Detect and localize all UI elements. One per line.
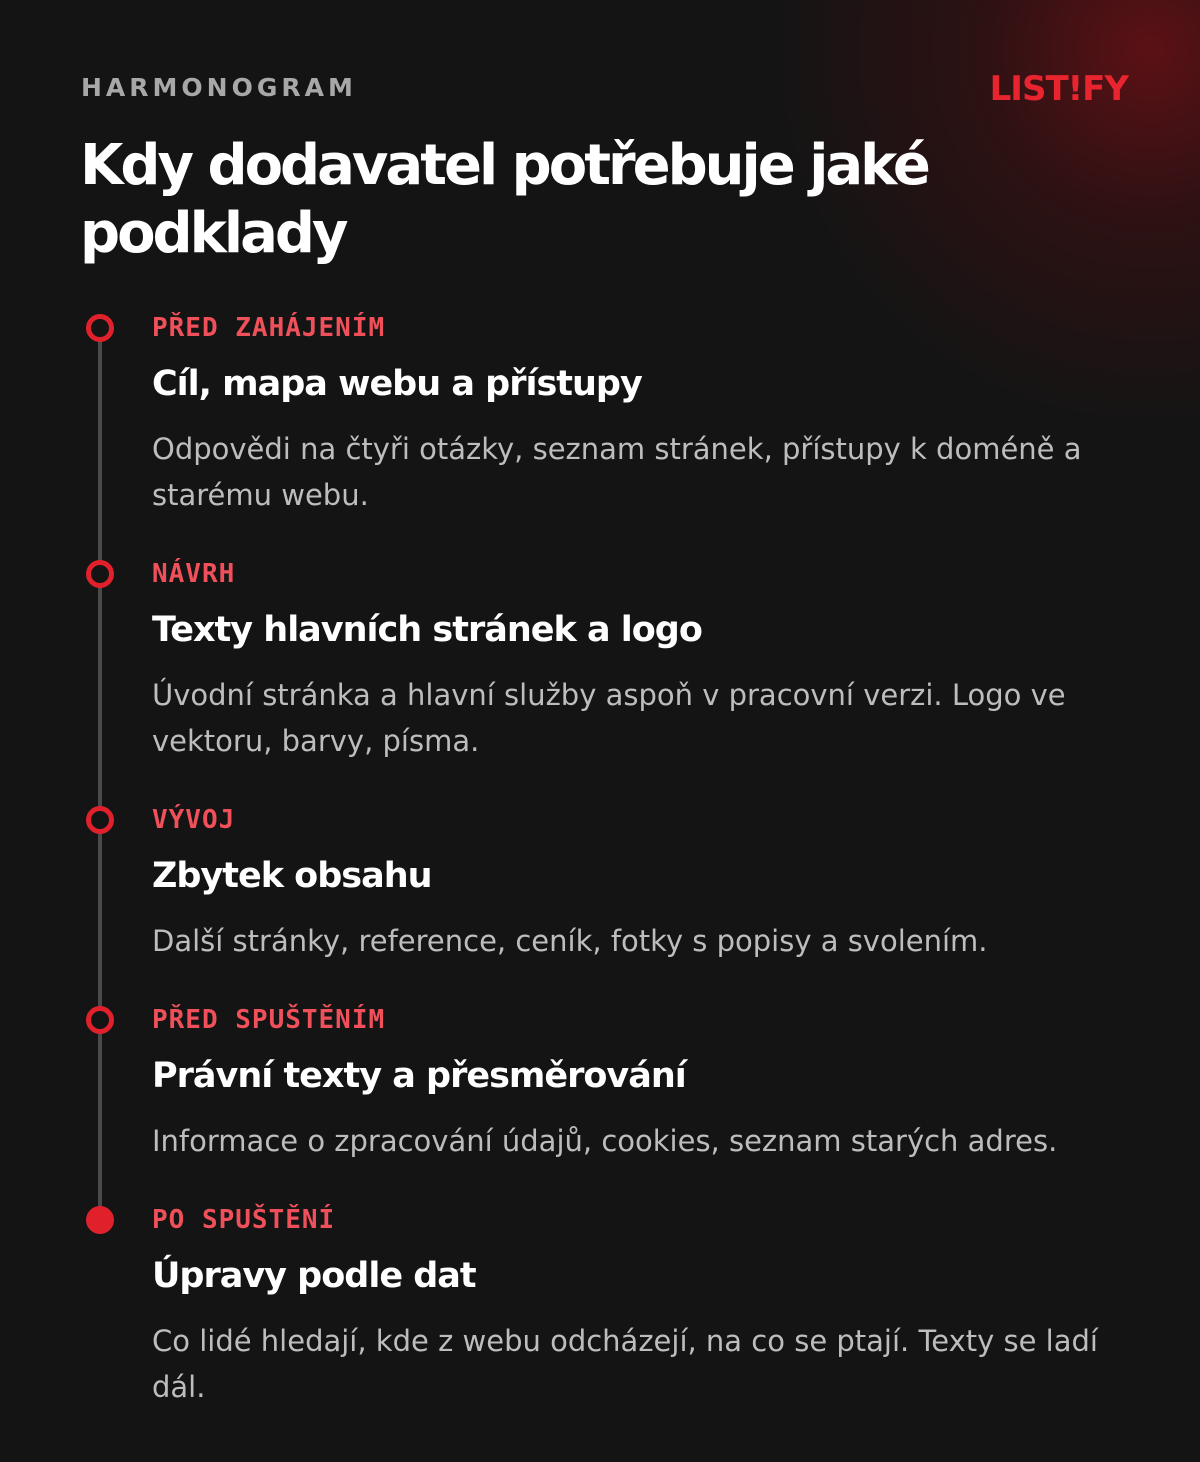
timeline-marker-icon bbox=[86, 806, 114, 834]
step-heading: Texty hlavních stránek a logo bbox=[152, 610, 702, 650]
step-heading: Právní texty a přesměrování bbox=[152, 1056, 686, 1096]
step-description: Co lidé hledají, kde z webu odcházejí, na co se ptají. Texty se ladí dál. bbox=[152, 1324, 1098, 1404]
step-phase-label: PŘED ZAHÁJENÍM bbox=[152, 313, 386, 343]
step-phase-label: VÝVOJ bbox=[152, 805, 236, 835]
brand-logo: LIST!FY bbox=[989, 69, 1128, 109]
step-description: Další stránky, reference, ceník, fotky s popisy a svolením. bbox=[152, 924, 988, 958]
step-heading: Zbytek obsahu bbox=[152, 856, 432, 896]
page-title: Kdy dodavatel potřebuje jaké podklady bbox=[80, 133, 928, 266]
eyebrow-label: HARMONOGRAM bbox=[81, 73, 357, 102]
timeline-marker-icon bbox=[86, 314, 114, 342]
step-description: Úvodní stránka a hlavní služby aspoň v pracovní verzi. Logo ve vektoru, barvy, písma. bbox=[152, 678, 1066, 758]
timeline-marker-icon bbox=[86, 560, 114, 588]
timeline-marker-icon bbox=[86, 1006, 114, 1034]
step-phase-label: PŘED SPUŠTĚNÍM bbox=[152, 1005, 386, 1035]
step-description: Odpovědi na čtyři otázky, seznam stránek, přístupy k doméně a starému webu. bbox=[152, 432, 1082, 512]
timeline-marker-filled-icon bbox=[86, 1206, 114, 1234]
step-heading: Úpravy podle dat bbox=[152, 1256, 476, 1296]
step-description: Informace o zpracování údajů, cookies, seznam starých adres. bbox=[152, 1124, 1058, 1158]
timeline-rail bbox=[98, 328, 102, 1220]
step-phase-label: NÁVRH bbox=[152, 559, 236, 589]
step-heading: Cíl, mapa webu a přístupy bbox=[152, 364, 642, 404]
step-phase-label: PO SPUŠTĚNÍ bbox=[152, 1205, 336, 1235]
